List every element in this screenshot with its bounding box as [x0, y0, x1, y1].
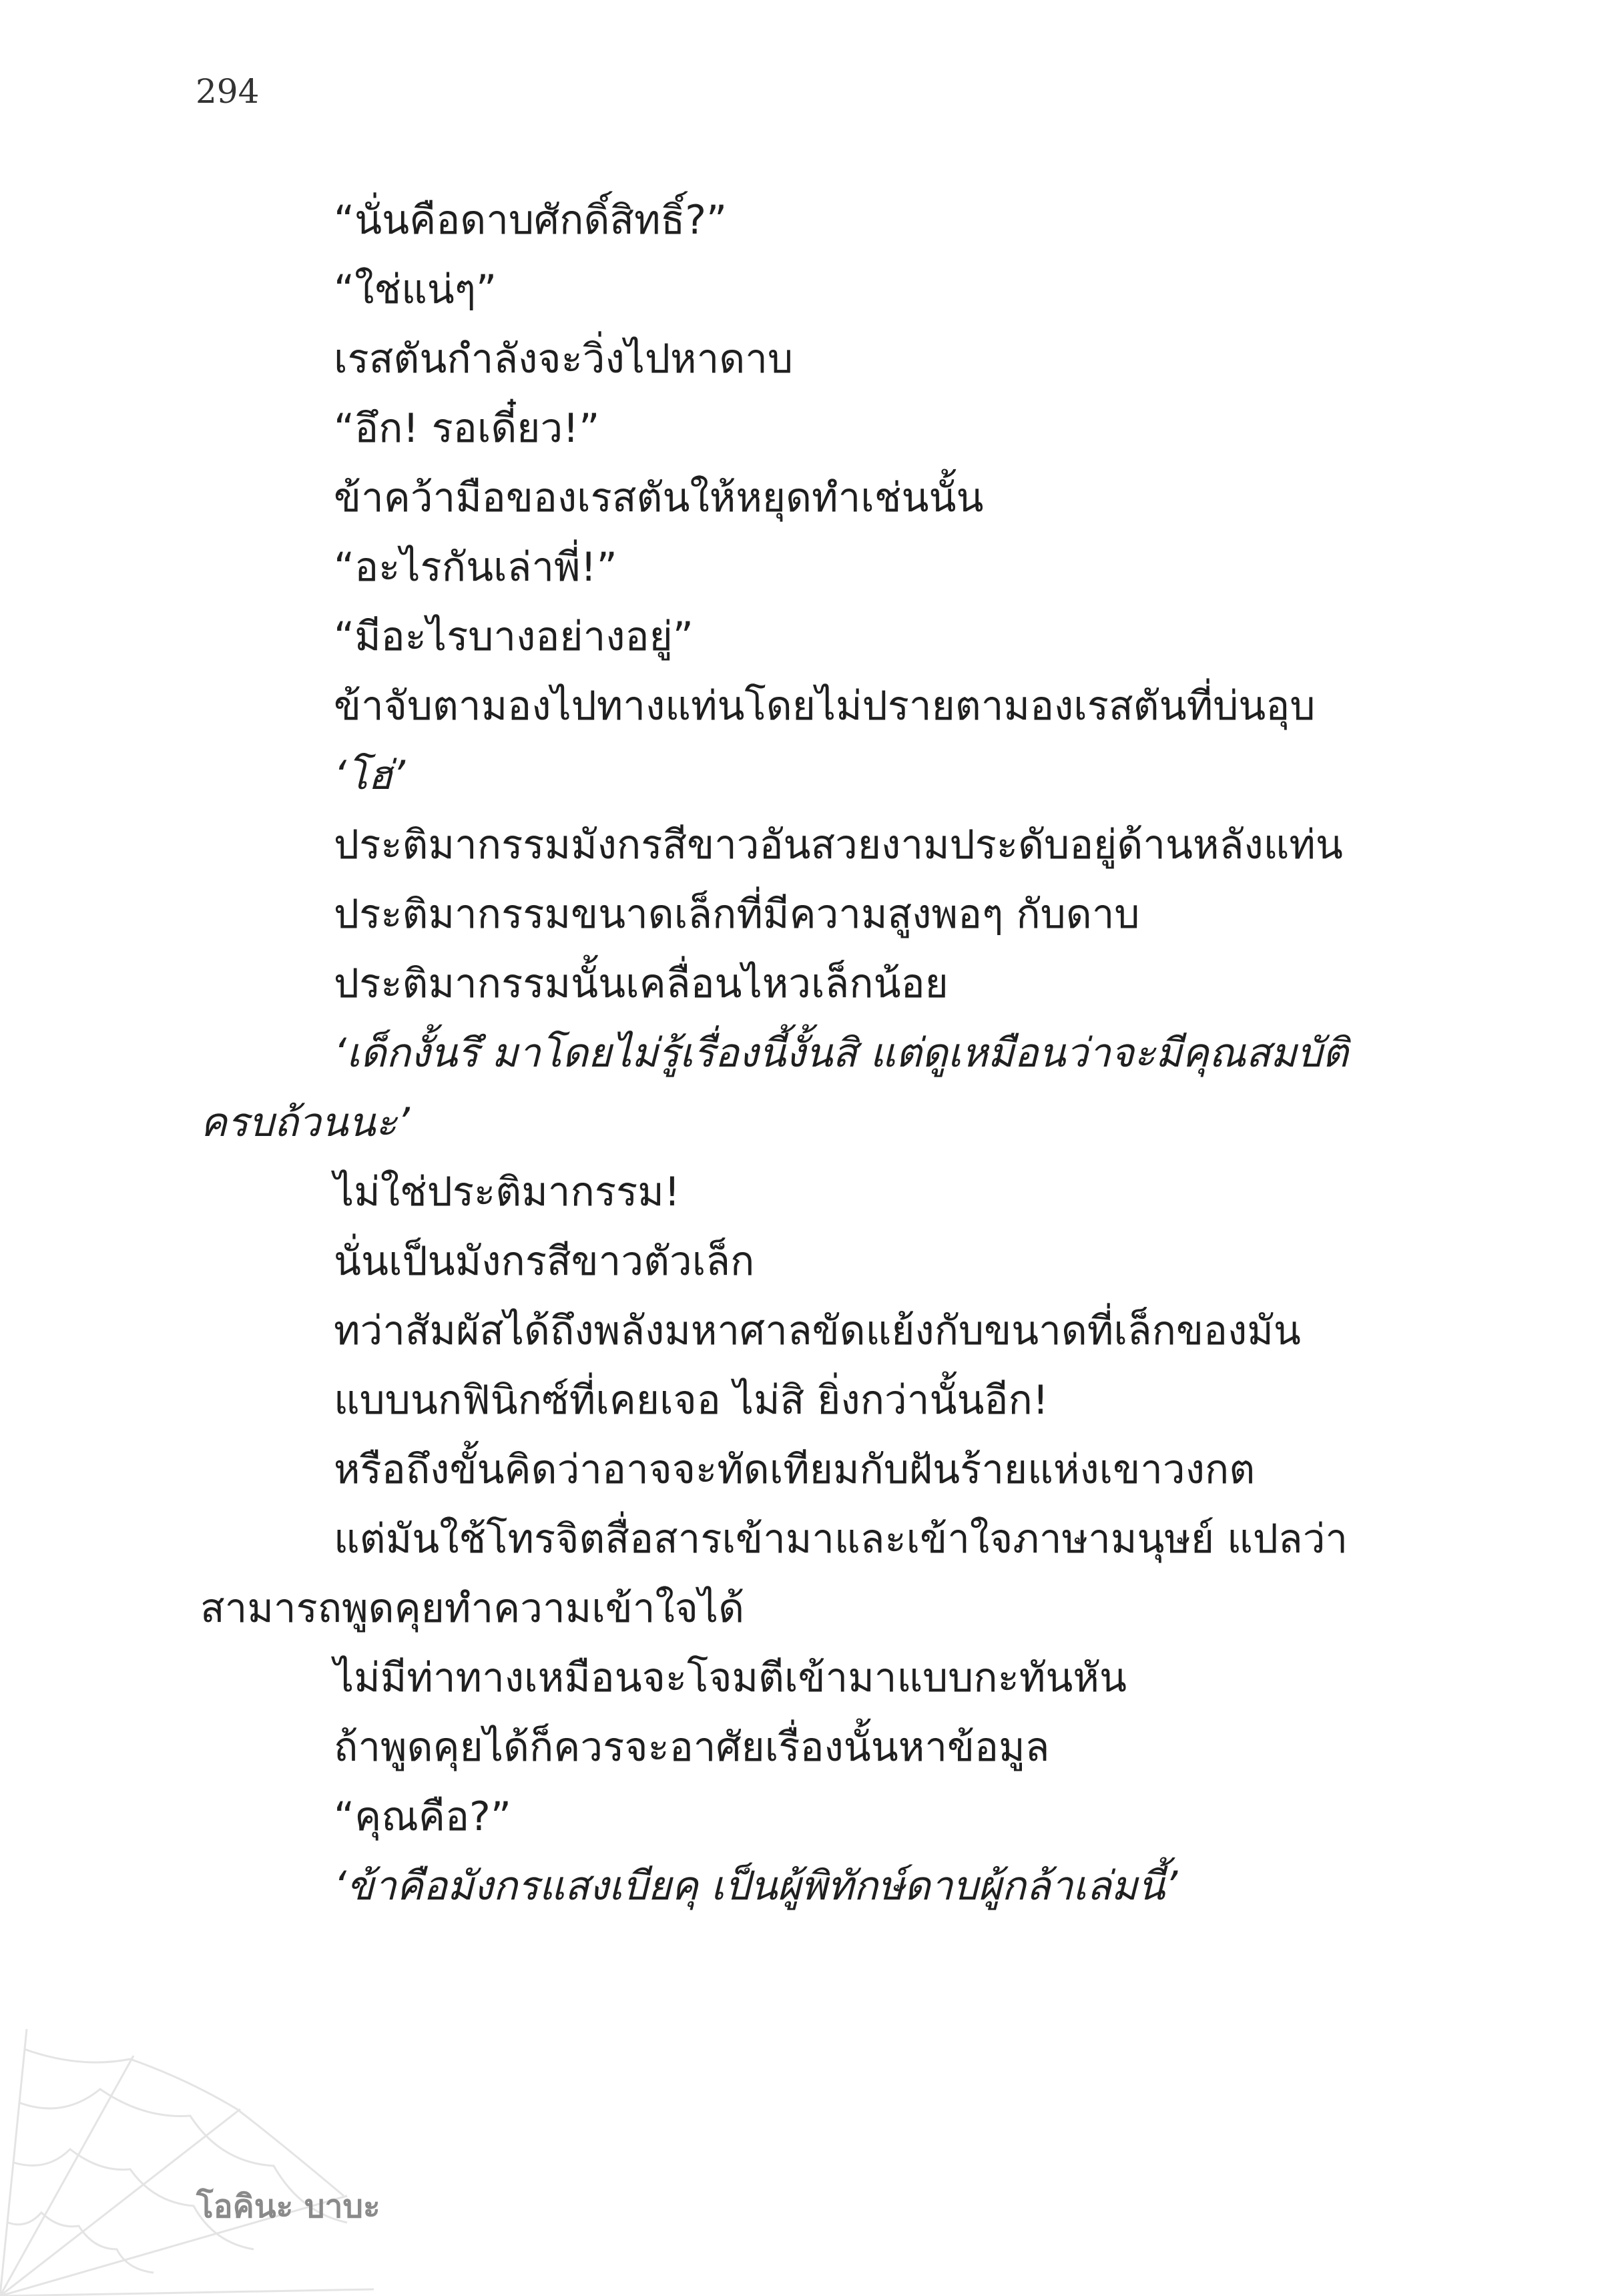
paragraph-line: ‘ข้าคือมังกรแสงเบียคุ เป็นผู้พิทักษ์ดาบผู้กล้าเล่มนี้’: [334, 1863, 1178, 1910]
paragraph-line: นั่นเป็นมังกรสีขาวตัวเล็ก: [334, 1238, 755, 1285]
paragraph-line: เรสตันกำลังจะวิ่งไปหาดาบ: [334, 336, 794, 382]
paragraph-line: “อึก! รอเดี๋ยว!”: [334, 405, 600, 452]
paragraph-line: หรือถึงขั้นคิดว่าอาจจะทัดเทียมกับฝันร้ายแห่งเขาวงกต: [334, 1446, 1256, 1493]
spider-web-decoration: [0, 2029, 374, 2296]
paragraph-line: แต่มันใช้โทรจิตสื่อสารเข้ามาและเข้าใจภาษามนุษย์ แปลว่า: [334, 1516, 1348, 1562]
paragraph-line: ไม่มีท่าทางเหมือนจะโจมตีเข้ามาแบบกะทันหัน: [334, 1655, 1127, 1701]
paragraph-line: ทว่าสัมผัสได้ถึงพลังมหาศาลขัดแย้งกับขนาดที่เล็กของมัน: [334, 1308, 1301, 1354]
paragraph-line: ประติมากรรมนั้นเคลื่อนไหวเล็กน้อย: [334, 960, 949, 1007]
paragraph-line: ‘โฮ่’: [334, 752, 405, 799]
page-number: 294: [196, 72, 260, 111]
paragraph-line: แบบนกฟินิกซ์ที่เคยเจอ ไม่สิ ยิ่งกว่านั้นอีก!: [334, 1377, 1049, 1424]
paragraph-line: ‘เด็กงั้นรึ มาโดยไม่รู้เรื่องนี้งั้นสิ แต่ดูเหมือนว่าจะมีคุณสมบัติ: [334, 1030, 1348, 1077]
paragraph-line: “มีอะไรบางอย่างอยู่”: [334, 613, 694, 660]
paragraph-line: “คุณคือ?”: [334, 1793, 511, 1840]
paragraph-line: ข้าคว้ามือของเรสตันให้หยุดทำเช่นนั้น: [334, 475, 984, 521]
paragraph-line: ครบถ้วนนะ’: [200, 1099, 410, 1146]
paragraph-line: ไม่ใช่ประติมากรรม!: [334, 1169, 680, 1215]
paragraph-line: “นั่นคือดาบศักดิ์สิทธิ์?”: [334, 197, 728, 244]
paragraph-line: ประติมากรรมมังกรสีขาวอันสวยงามประดับอยู่ด้านหลังแท่น: [334, 822, 1343, 868]
footer-author: โอคินะ บาบะ: [196, 2188, 380, 2225]
paragraph-line: สามารถพูดคุยทำความเข้าใจได้: [200, 1585, 745, 1632]
paragraph-line: “อะไรกันเล่าพี่!”: [334, 544, 617, 591]
paragraph-line: “ใช่แน่ๆ”: [334, 266, 497, 313]
paragraph-line: ถ้าพูดคุยได้ก็ควรจะอาศัยเรื่องนั้นหาข้อมูล: [334, 1724, 1050, 1771]
paragraph-line: ข้าจับตามองไปทางแท่นโดยไม่ปรายตามองเรสตันที่บ่นอุบ: [334, 683, 1316, 730]
paragraph-line: ประติมากรรมขนาดเล็กที่มีความสูงพอๆ กับดาบ: [334, 891, 1140, 938]
